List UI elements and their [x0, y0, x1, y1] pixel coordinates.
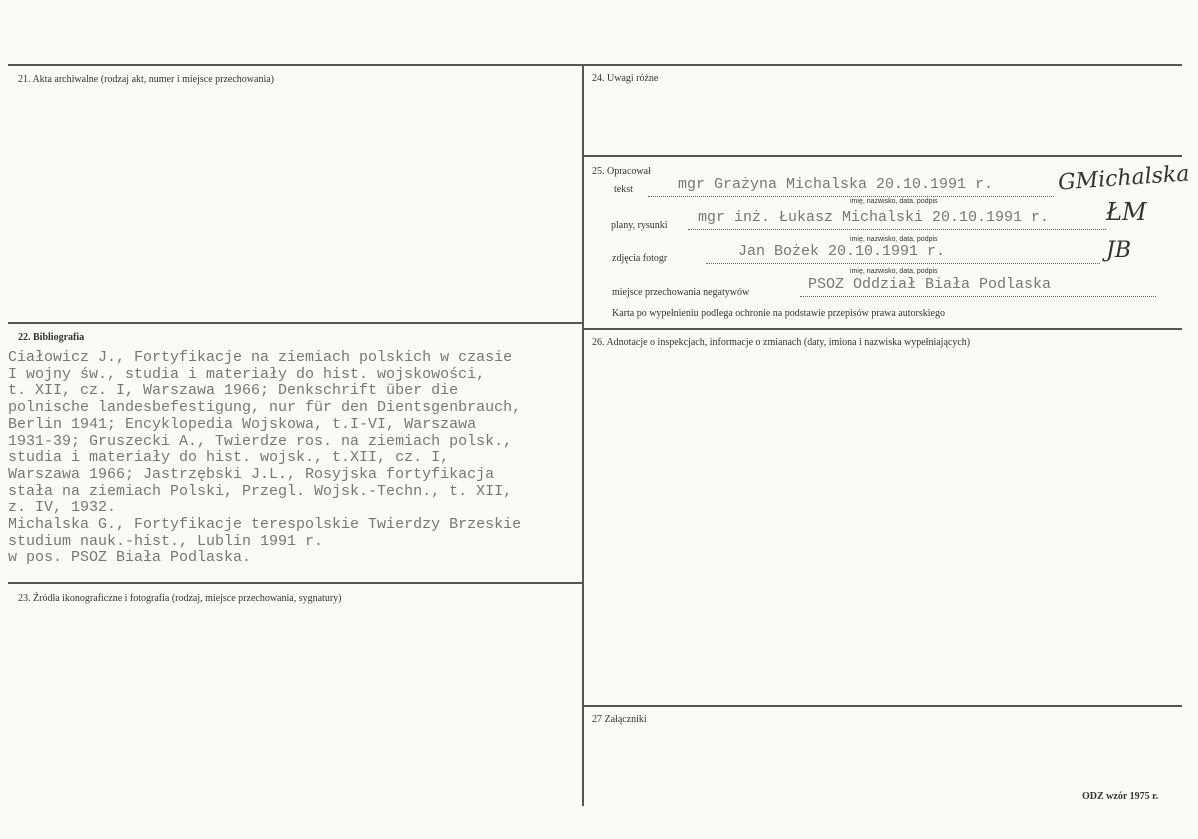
- caption-2: imię, nazwisko, data, podpis: [850, 236, 938, 243]
- section-25-label: 25. Opracował: [592, 166, 651, 177]
- tekst-value: mgr Grażyna Michalska 20.10.1991 r.: [678, 176, 994, 193]
- section-22-label: 22. Bibliografia: [18, 332, 85, 343]
- bibliography-line: 1931-39; Gruszecki A., Twierdze ros. na ziemiach polsk.,: [8, 432, 513, 450]
- section-26-label: 26. Adnotacje o inspekcjach, informacje o zmianach (daty, imiona i nazwiska wypełniających): [592, 337, 971, 348]
- zdjecia-signature: JB: [1106, 238, 1131, 263]
- bibliography-line: Berlin 1941; Encyklopedia Wojskowa, t.I-VI, Warszawa: [8, 415, 477, 433]
- bibliography-line: Warszawa 1966; Jastrzębski J.L., Rosyjska fortyfikacja: [8, 465, 495, 483]
- bibliography-line: stała na ziemiach Polski, Przegl. Wojsk.-Techn., t. XII,: [8, 482, 513, 500]
- section-23-label: 23. Źródła ikonograficzne i fotografia (rodzaj, miejsce przechowania, sygnatury): [18, 593, 342, 604]
- miejsce-value: PSOZ Oddział Biała Podlaska: [808, 276, 1052, 293]
- bibliography-line: polnische landesbefestigung, nur für den Dientsgenbrauch,: [8, 399, 522, 417]
- section-27-label: 27 Załączniki: [592, 714, 647, 725]
- bibliography-text: [8, 350, 583, 567]
- top-border: [8, 64, 1182, 66]
- bibliography-line: Ciałowicz J., Fortyfikacje na ziemiach polskich w czasie: [8, 349, 513, 366]
- tekst-line: [648, 196, 1054, 197]
- bibliography-line: studia i materiały do hist. wojsk., t.XII, cz. I,: [8, 449, 450, 467]
- divider-26-27: [584, 705, 1182, 707]
- zdjecia-value: Jan Bożek 20.10.1991 r.: [738, 243, 946, 260]
- divider-24-25: [584, 155, 1182, 157]
- bibliography-line: Michalska G., Fortyfikacje terespolskie Twierdzy Brzeskie: [8, 516, 522, 534]
- bibliography-line: t. XII, cz. I, Warszawa 1966; Denkschrift über die: [8, 382, 459, 400]
- divider-25-26: [584, 328, 1182, 330]
- plany-value: mgr inż. Łukasz Michalski 20.10.1991 r.: [698, 209, 1050, 226]
- bibliography-line: I wojny św., studia i materiały do hist. wojskowości,: [8, 365, 486, 383]
- plany-line: [688, 229, 1106, 230]
- tekst-signature: GMichalska: [1057, 161, 1191, 196]
- plany-label: plany, rysunki: [611, 220, 668, 231]
- section-24-label: 24. Uwagi różne: [592, 73, 659, 84]
- copyright-note: Karta po wypełnieniu podlega ochronie na podstawie przepisów prawa autorskiego: [612, 308, 945, 319]
- caption-3: imię, nazwisko, data, podpis: [850, 268, 938, 275]
- divider-21-22: [8, 322, 582, 324]
- bibliography-line: w pos. PSOZ Biała Podlaska.: [8, 549, 252, 567]
- bibliography-line: z. IV, 1932.: [8, 499, 117, 517]
- form-id: ODZ wzór 1975 r.: [1082, 791, 1159, 802]
- section-21-label: 21. Akta archiwalne (rodzaj akt, numer i miejsce przechowania): [18, 74, 275, 85]
- miejsce-label: miejsce przechowania negatywów: [612, 287, 750, 298]
- zdjecia-label: zdjęcia fotogr: [612, 253, 668, 264]
- plany-signature: ŁM: [1106, 198, 1147, 226]
- bibliography-line: studium nauk.-hist., Lublin 1991 r.: [8, 532, 324, 550]
- zdjecia-line: [706, 263, 1100, 264]
- divider-22-23: [8, 582, 582, 584]
- miejsce-line: [800, 296, 1156, 297]
- caption-1: imię, nazwisko, data, podpis: [850, 198, 938, 205]
- tekst-label: tekst: [614, 184, 633, 195]
